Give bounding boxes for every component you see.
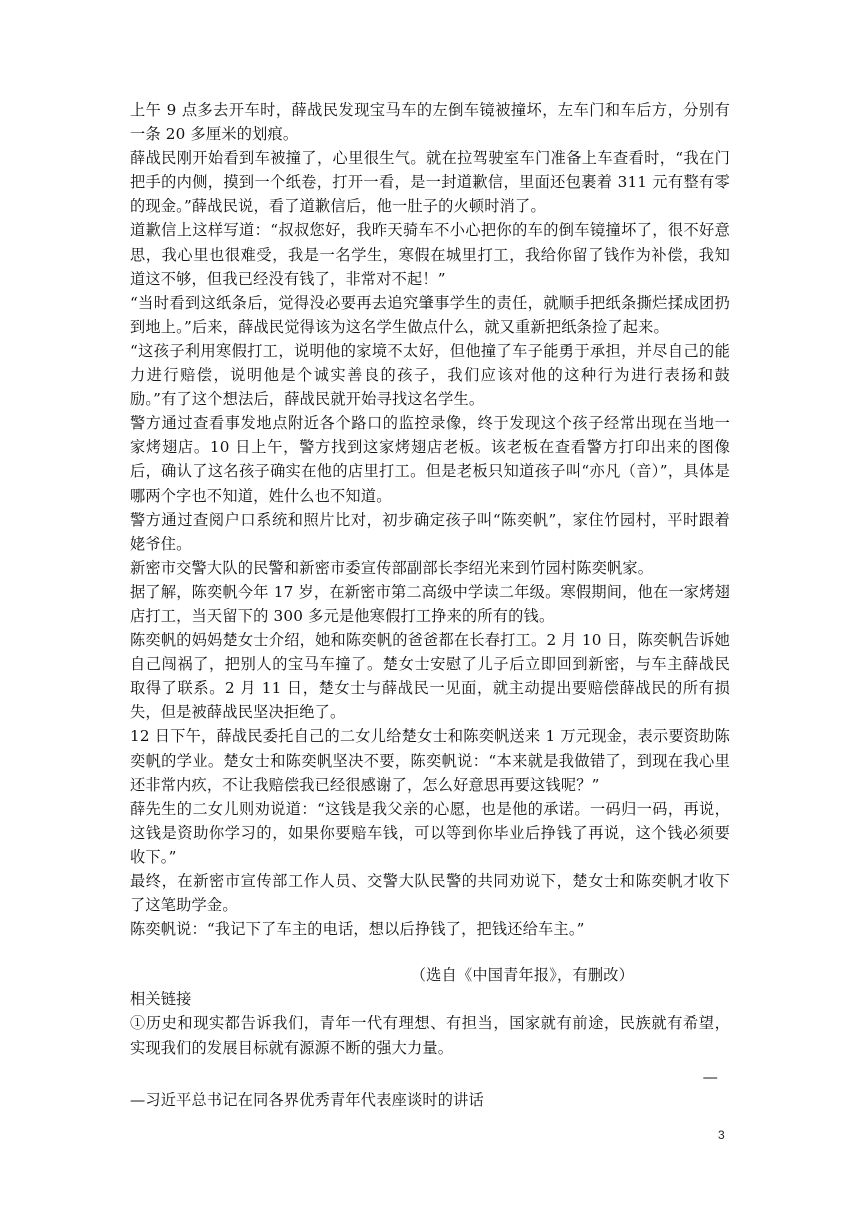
paragraph-6: 警方通过查看事发地点附近各个路口的监控录像，终于发现这个孩子经常出现在当地一家烤翅店。10 日上午，警方找到这家烤翅店老板。该老板在查看警方打印出来的图像后，确认了这名孩子确实在他的店里打工。但是老板只知道孩子叫“亦凡（音）”，具体是哪两个字也不知道，姓什么也不知道。: [130, 414, 730, 505]
page-number: 3: [718, 1128, 725, 1142]
paragraph-13: 最终，在新密市宣传部工作人员、交警大队民警的共同劝说下，楚女士和陈奕帆才收下了这笔助学金。: [130, 872, 730, 915]
paragraph-5: “这孩子利用寒假打工，说明他的家境不太好，但他撞了车子能勇于承担，并尽自己的能力进行赔偿，说明他是个诚实善良的孩子，我们应该对他的这种行为进行表扬和鼓励。”有了这个想法后，薛战民就开始寻找这名学生。: [130, 341, 730, 409]
paragraph-4: “当时看到这纸条后，觉得没必要再去追究肇事学生的责任，就顺手把纸条撕烂揉成团扔到地上。”后来，薛战民觉得该为这名学生做点什么，就又重新把纸条捡了起来。: [130, 293, 730, 336]
paragraph-3: 道歉信上这样写道：“叔叔您好，我昨天骑车不小心把你的车的倒车镜撞坏了，很不好意思，我心里也很难受，我是一名学生，寒假在城里打工，我给你留了钱作为补偿，我知道这不够，但我已经没有钱了，非常对不起！”: [130, 221, 730, 288]
article-body: [130, 98, 730, 1112]
paragraph-12: 薛先生的二女儿则劝说道：“这钱是我父亲的心愿，也是他的承诺。一码归一码，再说，这钱是资助你学习的，如果你要赔车钱，可以等到你毕业后挣钱了再说，这个钱必须要收下。”: [130, 799, 730, 866]
paragraph-9: 据了解，陈奕帆今年 17 岁，在新密市第二高级中学读二年级。寒假期间，他在一家烤翅店打工，当天留下的 300 多元是他寒假打工挣来的所有的钱。: [130, 582, 730, 625]
paragraph-7: 警方通过查阅户口系统和照片比对，初步确定孩子叫“陈奕帆”，家住竹园村，平时跟着姥爷住。: [130, 510, 730, 553]
paragraph-11: 12 日下午，薛战民委托自己的二女儿给楚女士和陈奕帆送来 1 万元现金，表示要资助陈奕帆的学业。楚女士和陈奕帆坚决不要，陈奕帆说：“本来就是我做错了，到现在我心里还非常内疚，不让我赔偿我已经很感谢了，怎么好意思再要这钱呢？”: [130, 727, 730, 794]
paragraph-1: 上午 9 点多去开车时，薛战民发现宝马车的左倒车镜被撞坏，左车门和车后方，分别有一条 20 多厘米的划痕。: [130, 101, 730, 144]
related-quote: ①历史和现实都告诉我们，青年一代有理想、有担当，国家就有前途，民族就有希望，实现我们的发展目标就有源源不断的强大力量。: [130, 1014, 730, 1057]
quote-attribution: —习近平总书记在同各界优秀青年代表座谈时的讲话: [130, 1090, 484, 1109]
paragraph-14: 陈奕帆说：“我记下了车主的电话，想以后挣钱了，把钱还给车主。”: [130, 920, 585, 939]
paragraph-8: 新密市交警大队的民警和新密市委宣传部副部长李绍光来到竹园村陈奕帆家。: [130, 558, 654, 577]
source-note: （选自《中国青年报》，有删改）: [410, 966, 634, 985]
attribution-dash: —: [702, 1067, 718, 1086]
paragraph-2: 薛战民刚开始看到车被撞了，心里很生气。就在拉驾驶室车门准备上车查看时，“我在门把手的内侧，摸到一个纸卷，打开一看，是一封道歉信，里面还包裹着 311 元有整有零的现金。”薛战民说，看了道歉信后，他一肚子的火顿时消了。: [130, 149, 730, 216]
related-links-label: 相关链接: [130, 990, 192, 1009]
paragraph-10: 陈奕帆的妈妈楚女士介绍，她和陈奕帆的爸爸都在长春打工。2 月 10 日，陈奕帆告诉她自己闯祸了，把别人的宝马车撞了。楚女士安慰了儿子后立即回到新密，与车主薛战民取得了联系。2 月 11 日，楚女士与薛战民一见面，就主动提出要赔偿薛战民的所有损失，但是被薛战民坚决拒绝了。: [130, 631, 730, 722]
